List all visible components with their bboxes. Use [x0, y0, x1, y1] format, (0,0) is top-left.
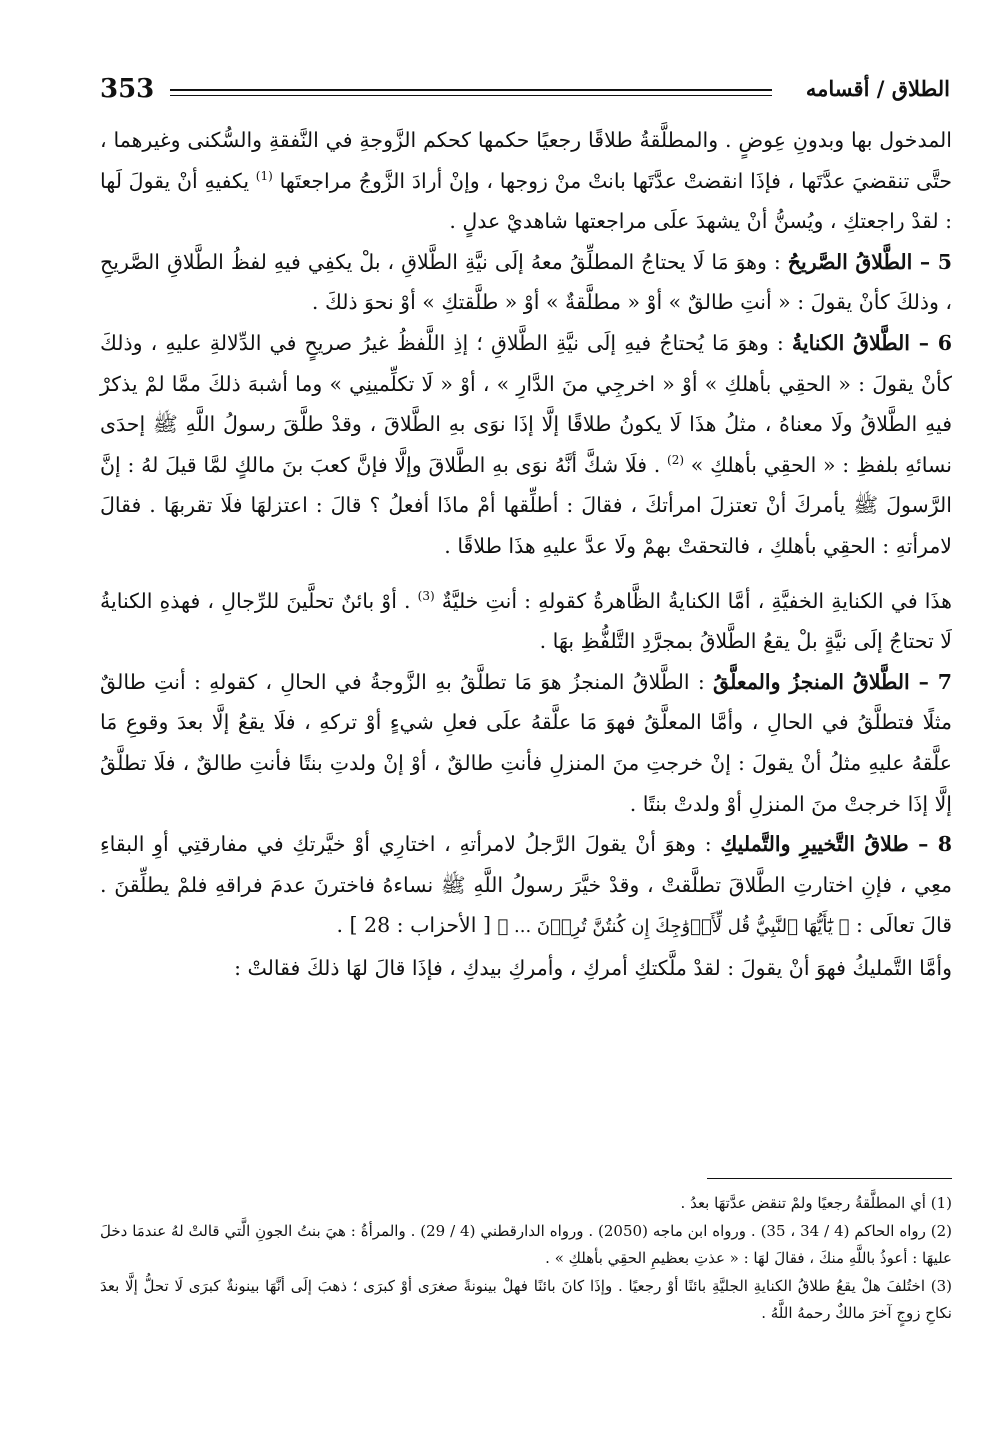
paragraph-text: وأمَّا التَّمليكُ فهوَ أنْ يقولَ : لقدْ ملَّكتكِ أمركِ ، وأمركِ بيدكِ ، فإذَا قالَ لهَا ذلكَ فقالتْ : — [234, 955, 952, 980]
paragraph-text: يكفيهِ أنْ يقولَ لَها : لقدْ راجعتكِ ، ويُسنُّ أنْ يشهدَ علَى مراجعتها شاهديْ عدلٍ . — [100, 168, 952, 234]
header-rule — [170, 89, 772, 96]
page-number: 353 — [100, 74, 155, 104]
page-header — [100, 70, 950, 110]
paragraph-1 — [100, 120, 952, 242]
paragraph-text: . أوْ بائنٌ تحلَّينَ للرِّجالِ ، فهذهِ الكنايةُ لَا تحتاجُ إلَى نيَّةٍ بلْ يقعُ الطَّلاقُ بمجرَّدِ التَّلفُّظِ بهَا . — [100, 588, 952, 654]
paragraph-text: المدخول بها وبدونِ عِوضٍ . والمطلَّقةُ طلاقًا رجعيًا حكمها كحكم الزَّوجةِ في النَّفقةِ والسُّكنى وغيرهما ، حتَّى تنقضيَ عدَّتَها ، فإذَا انقضتْ عدَّتَها بانتْ منْ زوجها ، وإنْ أرادَ الزَّوجُ مراجعتَها — [100, 128, 952, 193]
paragraph-6 — [100, 824, 952, 948]
main-text — [100, 120, 952, 988]
paragraph-2 — [100, 242, 952, 323]
paragraph-text: : وهوَ مَا يُحتاجُ فيهِ إلَى نيَّةِ الطَّلاقِ ؛ إذِ اللَّفظُ غيرُ صريحٍ في الدِّلالةِ عليهِ ، وذلكَ كأنْ يقولَ : « الحقِي بأهلكِ » أوْ « اخرجِي منَ الدَّارِ » ، أوْ « لَا تكلِّمينِي » وما أشبهَ ذلكَ ممَّا لمْ يذكرْ فيهِ الطَّلاقُ ولَا معناهُ ، مثلُ هذَا لَا يكونُ طلاقًا إلَّا إذَا نوَى بهِ الطَّلاقَ ، وقدْ طلَّقَ رسولُ اللَّهِ ﷺ إحدَى نسائهِ بلفظِ : « الحقِي بأهلكِ » — [100, 330, 952, 477]
footnote-ref-1: (1) — [255, 168, 273, 183]
paragraph-4 — [100, 581, 952, 662]
paragraph-text: . فلَا شكَّ أنَّهُ نوَى بهِ الطَّلاقَ وإلَّا فإنَّ كعبَ بنَ مالكٍ لمَّا قيلَ لهُ : إنَّ الرَّسولَ ﷺ يأمركَ أنْ تعتزلَ امرأتكَ ، فقالَ : أطلِّقها أمْ ماذَا أفعلُ ؟ قالَ : اعتزلهَا فلَا تقربهَا . فقالَ لامرأتهِ : الحقِي بأهلكِ ، فالتحقتْ بهمْ ولَا عدَّ عليهِ هذَا طلاقًا . — [100, 452, 952, 558]
footnote-2: (2) رواه الحاكم (4 / 34 ، 35) . ورواه ابن ماجه (2050) . ورواه الدارقطني (4 / 29) . والمرأةُ : هيَ بنتُ الجونِ الَّتي قالتْ لهُ عندمَا دخلَ عليهَا : أعوذُ باللَّهِ منكَ ، فقالَ لهَا : « عذتِ بعظيمِ الحقِي بأهلكِ » . — [100, 1221, 953, 1267]
paragraph-text: : وهوَ أنْ يقولَ الرَّجلُ لامرأتهِ ، اختارِي أوْ خيَّرتكِ في مفارقتِي أوِ البقاءِ معِي ، فإنِ اختارتِ الطَّلاقَ تطلَّقتْ ، وقدْ خيَّرَ رسولُ اللَّهِ ﷺ نساءهُ فاخترنَ عدمَ فراقهِ فلمْ يطلِّقنَ . قالَ تعالَى : — [100, 832, 952, 938]
paragraph-text: : وهوَ مَا لَا يحتاجُ المطلِّقُ معهُ إلَى نيَّةِ الطَّلاقِ ، بلْ يكفِي فيهِ لفظُ الطَّلاقِ الصَّريحِ ، وذلكَ كأنْ يقولَ : « أنتِ طالقٌ » أوْ « مطلَّقةٌ » أوْ « طلَّقتكِ » أوْ نحوَ ذلكَ . — [100, 249, 952, 315]
paragraph-text: هذَا في الكنايةِ الخفيَّةِ ، أمَّا الكنايةُ الظَّاهرةُ كقولهِ : أنتِ خليَّةٌ — [441, 588, 952, 613]
running-title: الطلاق / أقسامه — [805, 76, 950, 101]
paragraph-3 — [100, 323, 952, 567]
quran-verse: ﴿ يَٰٓأَيُّهَا ٱلنَّبِيُّ قُل لِّأَزۡوَٰجِكَ إِن كُنتُنَّ تُرِدۡنَ ... ﴾ — [497, 916, 850, 938]
footnote-3: (3) اختُلفَ هلْ يقعُ طلاقُ الكنايةِ الجليَّةِ بائنًا أوْ رجعيًا . وإذَا كانَ بائنًا فهلْ بينونةً صغرَى أوْ كبرَى ؛ ذهبَ إلَى أنَّهَا بينونةٌ كبرَى لَا تحلُّ إلَّا بعدَ نكاحِ زوجٍ آخرَ مالكٌ رحمهُ اللَّهُ . — [100, 1276, 952, 1322]
section-heading-5: 5 – الطَّلاقُ الصَّريحُ — [787, 249, 952, 274]
section-heading-8: 8 – طلاقُ التَّخييرِ والتَّمليكِ — [720, 832, 952, 857]
footnote-divider — [707, 1178, 952, 1179]
section-heading-6: 6 – الطَّلاقُ الكنايةُ — [791, 330, 952, 355]
footnote-1: (1) أي المطلَّقةُ رجعيًا ولمْ تنقض عدَّتهَا بعدُ . — [680, 1194, 952, 1212]
paragraph-text: : الطَّلاقُ المنجزُ هوَ مَا تطلَّقُ بهِ الزَّوجةُ في الحالِ ، كقولهِ : أنتِ طالقٌ مثلًا فتطلَّقُ في الحالِ ، وأمَّا المعلَّقُ فهوَ مَا علَّقهُ علَى فعلِ شيءٍ أوْ تركهِ ، فلَا يقعُ إلَّا بعدَ وقوعِ مَا علَّقهُ عليهِ مثلُ أنْ يقولَ : إنْ خرجتِ منَ المنزلِ فأنتِ طالقٌ ، أوْ إنْ ولدتِ بنتًا فأنتِ طالقٌ ، فلَا تطلَّقُ إلَّا إذَا خرجتْ منَ المنزلِ أوْ ولدتْ بنتًا . — [100, 669, 952, 816]
footnotes — [100, 1190, 952, 1328]
footnote-ref-3: (3) — [417, 588, 435, 603]
paragraph-7 — [100, 948, 952, 989]
section-heading-7: 7 – الطَّلاقُ المنجزُ والمعلَّقُ — [713, 669, 953, 694]
paragraph-5 — [100, 662, 952, 824]
footnote-ref-2: (2) — [667, 452, 685, 467]
verse-citation: [ الأحزاب : 28 ] . — [336, 913, 491, 938]
